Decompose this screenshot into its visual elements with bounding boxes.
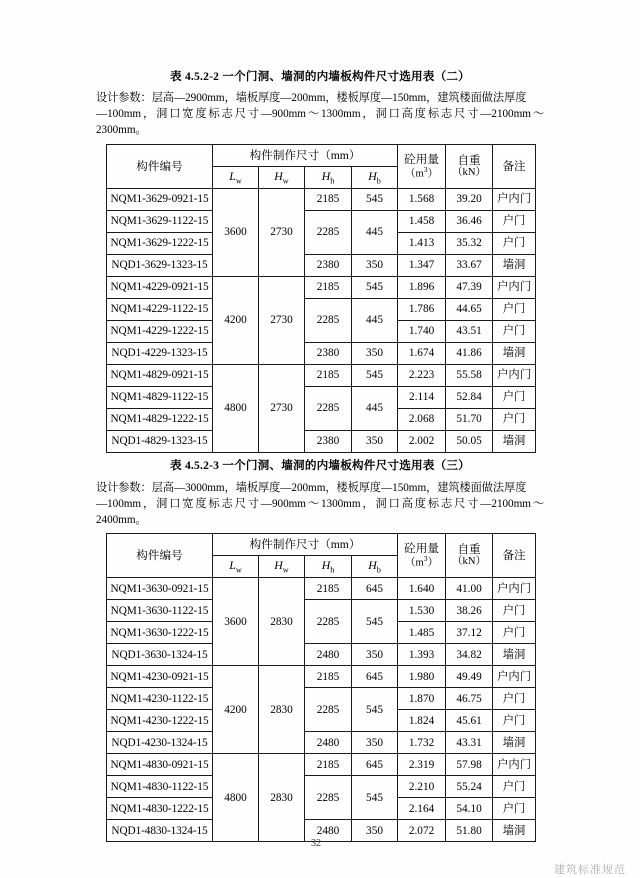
cell-self-weight: 38.26 [446, 600, 493, 622]
col-header-lw: $L_w$ [213, 167, 259, 189]
cell-concrete-volume: 1.786 [398, 299, 446, 321]
cell-concrete-volume: 1.347 [398, 255, 446, 277]
table-title: 表 4.5.2-2 一个门洞、墙洞的内墙板构件尺寸选用表（二） [170, 70, 470, 83]
dimension-table [106, 144, 536, 453]
cell-hh: 2185 [305, 189, 352, 211]
cell-note: 户门 [493, 710, 536, 732]
cell-hb: 350 [352, 820, 398, 842]
cell-self-weight: 37.12 [446, 622, 493, 644]
cell-concrete-volume: 1.674 [398, 343, 446, 365]
table-block-4-5-2-2 [96, 70, 544, 453]
cell-note: 墙洞 [493, 343, 536, 365]
cell-hh: 2185 [305, 666, 352, 688]
table-body [107, 578, 536, 842]
table-row [107, 277, 536, 299]
cell-concrete-volume: 2.002 [398, 431, 446, 453]
cell-concrete-volume: 1.980 [398, 666, 446, 688]
page-number: 32 [311, 838, 321, 849]
cell-concrete-volume: 1.485 [398, 622, 446, 644]
cell-concrete-volume: 1.568 [398, 189, 446, 211]
col-header-concrete-volume: 砼用量 $(m^3)$ [398, 534, 446, 578]
cell-component-id: NQD1-4829-1323-15 [107, 431, 213, 453]
cell-self-weight: 44.65 [446, 299, 493, 321]
col-header-self-weight: 自重 （kN） [446, 534, 493, 578]
table-row [107, 820, 536, 842]
cell-hh: 2480 [305, 732, 352, 754]
table-header [107, 534, 536, 578]
table-row [107, 732, 536, 754]
col-header-hh: $H_h$ [305, 167, 352, 189]
cell-concrete-volume: 1.740 [398, 321, 446, 343]
cell-note: 户门 [493, 776, 536, 798]
cell-self-weight: 41.86 [446, 343, 493, 365]
col-header-lw: $L_w$ [213, 556, 259, 578]
design-parameters-line2: —100mm，洞口宽度标志尺寸—900mm～1300mm，洞口高度标志尺寸—2100mm～2400mm。 [96, 497, 544, 526]
table-row [107, 754, 536, 776]
page-content [96, 70, 544, 844]
design-parameters-line1: 设计参数：层高—3000mm，墙板厚度—200mm，楼板厚度—150mm，建筑楼面做法厚度 [96, 481, 527, 494]
cell-note: 户门 [493, 798, 536, 820]
cell-component-id: NQM1-3630-0921-15 [107, 578, 213, 600]
col-header-hb: $H_b$ [352, 556, 398, 578]
cell-component-id: NQM1-4830-1222-15 [107, 798, 213, 820]
table-row [107, 211, 536, 233]
cell-component-id: NQD1-3629-1323-15 [107, 255, 213, 277]
cell-note: 户内门 [493, 189, 536, 211]
col-header-hw: $H_w$ [259, 556, 305, 578]
cell-hb: 350 [352, 255, 398, 277]
cell-self-weight: 39.20 [446, 189, 493, 211]
cell-concrete-volume: 1.530 [398, 600, 446, 622]
cell-concrete-volume: 1.896 [398, 277, 446, 299]
table-row [107, 387, 536, 409]
dimension-table [106, 533, 536, 842]
cell-self-weight: 36.46 [446, 211, 493, 233]
cell-self-weight: 51.70 [446, 409, 493, 431]
cell-concrete-volume: 2.072 [398, 820, 446, 842]
cell-self-weight: 47.39 [446, 277, 493, 299]
cell-component-id: NQM1-4829-1222-15 [107, 409, 213, 431]
cell-self-weight: 34.82 [446, 644, 493, 666]
col-header-note: 备注 [493, 145, 536, 189]
table-row [107, 578, 536, 600]
cell-note: 户门 [493, 622, 536, 644]
cell-component-id: NQD1-4229-1323-15 [107, 343, 213, 365]
table-block-4-5-2-3 [96, 459, 544, 842]
table-row [107, 776, 536, 798]
cell-component-id: NQM1-4229-0921-15 [107, 277, 213, 299]
cell-concrete-volume: 1.824 [398, 710, 446, 732]
cell-hh: 2380 [305, 343, 352, 365]
cell-hb: 545 [352, 600, 398, 644]
cell-hw: 2830 [259, 754, 305, 842]
cell-self-weight: 45.61 [446, 710, 493, 732]
cell-concrete-volume: 2.114 [398, 387, 446, 409]
cell-hh: 2380 [305, 431, 352, 453]
cell-concrete-volume: 1.458 [398, 211, 446, 233]
cell-self-weight: 46.75 [446, 688, 493, 710]
cell-hh: 2185 [305, 578, 352, 600]
cell-concrete-volume: 1.870 [398, 688, 446, 710]
cell-note: 户门 [493, 321, 536, 343]
cell-component-id: NQM1-4229-1222-15 [107, 321, 213, 343]
cell-self-weight: 49.49 [446, 666, 493, 688]
cell-lw: 3600 [213, 189, 259, 277]
cell-hh: 2185 [305, 277, 352, 299]
cell-hh: 2285 [305, 387, 352, 431]
cell-concrete-volume: 1.640 [398, 578, 446, 600]
cell-note: 户内门 [493, 666, 536, 688]
cell-component-id: NQM1-3629-1222-15 [107, 233, 213, 255]
col-header-component-id: 构件编号 [107, 145, 213, 189]
col-header-concrete-volume: 砼用量 $(m^3)$ [398, 145, 446, 189]
design-parameters [96, 91, 544, 139]
cell-hb: 445 [352, 211, 398, 255]
cell-note: 户内门 [493, 365, 536, 387]
design-parameters [96, 481, 544, 529]
col-header-component-id: 构件编号 [107, 534, 213, 578]
cell-note: 墙洞 [493, 732, 536, 754]
cell-hh: 2480 [305, 820, 352, 842]
cell-self-weight: 54.10 [446, 798, 493, 820]
cell-hb: 350 [352, 732, 398, 754]
cell-component-id: NQM1-4830-0921-15 [107, 754, 213, 776]
col-header-note: 备注 [493, 534, 536, 578]
header-row-primary [107, 534, 536, 556]
cell-hb: 545 [352, 776, 398, 820]
table-title: 表 4.5.2-3 一个门洞、墙洞的内墙板构件尺寸选用表（三） [170, 459, 470, 473]
cell-hb: 350 [352, 343, 398, 365]
cell-concrete-volume: 1.413 [398, 233, 446, 255]
cell-self-weight: 41.00 [446, 578, 493, 600]
cell-concrete-volume: 2.068 [398, 409, 446, 431]
cell-hb: 645 [352, 666, 398, 688]
cell-hb: 645 [352, 754, 398, 776]
cell-self-weight: 33.67 [446, 255, 493, 277]
table-row [107, 600, 536, 622]
cell-note: 墙洞 [493, 644, 536, 666]
col-header-self-weight: 自重 （kN） [446, 145, 493, 189]
cell-note: 墙洞 [493, 820, 536, 842]
cell-component-id: NQM1-4230-1122-15 [107, 688, 213, 710]
col-header-dimensions: 构件制作尺寸（mm） [213, 145, 398, 167]
cell-concrete-volume: 1.732 [398, 732, 446, 754]
cell-component-id: NQM1-4230-1222-15 [107, 710, 213, 732]
cell-component-id: NQD1-4830-1324-15 [107, 820, 213, 842]
cell-note: 墙洞 [493, 431, 536, 453]
cell-hb: 445 [352, 387, 398, 431]
cell-hw: 2830 [259, 666, 305, 754]
cell-lw: 4200 [213, 666, 259, 754]
table-header [107, 145, 536, 189]
table-row [107, 688, 536, 710]
cell-component-id: NQD1-3630-1324-15 [107, 644, 213, 666]
cell-hb: 645 [352, 578, 398, 600]
cell-note: 户内门 [493, 578, 536, 600]
table-row [107, 255, 536, 277]
cell-hb: 350 [352, 431, 398, 453]
cell-lw: 4800 [213, 754, 259, 842]
cell-lw: 4200 [213, 277, 259, 365]
col-header-dimensions: 构件制作尺寸（mm） [213, 534, 398, 556]
cell-note: 户门 [493, 299, 536, 321]
cell-concrete-volume: 2.210 [398, 776, 446, 798]
cell-hb: 350 [352, 644, 398, 666]
cell-hw: 2730 [259, 277, 305, 365]
cell-hh: 2285 [305, 688, 352, 732]
cell-hw: 2730 [259, 365, 305, 453]
cell-self-weight: 50.05 [446, 431, 493, 453]
header-row-primary [107, 145, 536, 167]
cell-component-id: NQM1-4830-1122-15 [107, 776, 213, 798]
cell-concrete-volume: 1.393 [398, 644, 446, 666]
cell-component-id: NQM1-4229-1122-15 [107, 299, 213, 321]
cell-note: 户门 [493, 211, 536, 233]
cell-hh: 2185 [305, 365, 352, 387]
table-row [107, 189, 536, 211]
cell-self-weight: 52.84 [446, 387, 493, 409]
cell-self-weight: 51.80 [446, 820, 493, 842]
cell-note: 户门 [493, 233, 536, 255]
cell-hh: 2480 [305, 644, 352, 666]
cell-self-weight: 43.51 [446, 321, 493, 343]
cell-component-id: NQM1-4829-0921-15 [107, 365, 213, 387]
cell-lw: 3600 [213, 578, 259, 666]
cell-self-weight: 55.24 [446, 776, 493, 798]
cell-hh: 2185 [305, 754, 352, 776]
cell-hb: 545 [352, 365, 398, 387]
cell-note: 户门 [493, 409, 536, 431]
table-row [107, 431, 536, 453]
cell-note: 户内门 [493, 277, 536, 299]
table-row [107, 299, 536, 321]
cell-hb: 545 [352, 688, 398, 732]
cell-component-id: NQM1-3630-1122-15 [107, 600, 213, 622]
design-parameters-line1: 设计参数：层高—2900mm，墙板厚度—200mm，楼板厚度—150mm，建筑楼面做法厚度 [96, 92, 527, 105]
table-row [107, 343, 536, 365]
table-row [107, 365, 536, 387]
cell-note: 户门 [493, 600, 536, 622]
cell-hh: 2285 [305, 776, 352, 820]
cell-concrete-volume: 2.319 [398, 754, 446, 776]
cell-concrete-volume: 2.164 [398, 798, 446, 820]
cell-hb: 545 [352, 189, 398, 211]
cell-hw: 2730 [259, 189, 305, 277]
cell-self-weight: 43.31 [446, 732, 493, 754]
col-header-hb: $H_b$ [352, 167, 398, 189]
cell-hw: 2830 [259, 578, 305, 666]
cell-hh: 2285 [305, 600, 352, 644]
watermark: 建筑标准规范 [554, 864, 626, 876]
col-header-hw: $H_w$ [259, 167, 305, 189]
col-header-hh: $H_h$ [305, 556, 352, 578]
cell-component-id: NQM1-3630-1222-15 [107, 622, 213, 644]
cell-component-id: NQM1-4829-1122-15 [107, 387, 213, 409]
table-body [107, 189, 536, 453]
cell-lw: 4800 [213, 365, 259, 453]
cell-hh: 2285 [305, 211, 352, 255]
cell-self-weight: 35.32 [446, 233, 493, 255]
cell-self-weight: 57.98 [446, 754, 493, 776]
cell-component-id: NQM1-3629-0921-15 [107, 189, 213, 211]
cell-note: 墙洞 [493, 255, 536, 277]
design-parameters-line2: —100mm，洞口宽度标志尺寸—900mm～1300mm，洞口高度标志尺寸—2100mm～2300mm。 [96, 108, 544, 137]
cell-component-id: NQD1-4230-1324-15 [107, 732, 213, 754]
cell-component-id: NQM1-3629-1122-15 [107, 211, 213, 233]
cell-note: 户门 [493, 688, 536, 710]
cell-hh: 2380 [305, 255, 352, 277]
cell-self-weight: 55.58 [446, 365, 493, 387]
cell-component-id: NQM1-4230-0921-15 [107, 666, 213, 688]
cell-note: 户内门 [493, 754, 536, 776]
cell-note: 户门 [493, 387, 536, 409]
cell-hb: 445 [352, 299, 398, 343]
table-row [107, 666, 536, 688]
cell-concrete-volume: 2.223 [398, 365, 446, 387]
cell-hb: 545 [352, 277, 398, 299]
table-row [107, 644, 536, 666]
cell-hh: 2285 [305, 299, 352, 343]
